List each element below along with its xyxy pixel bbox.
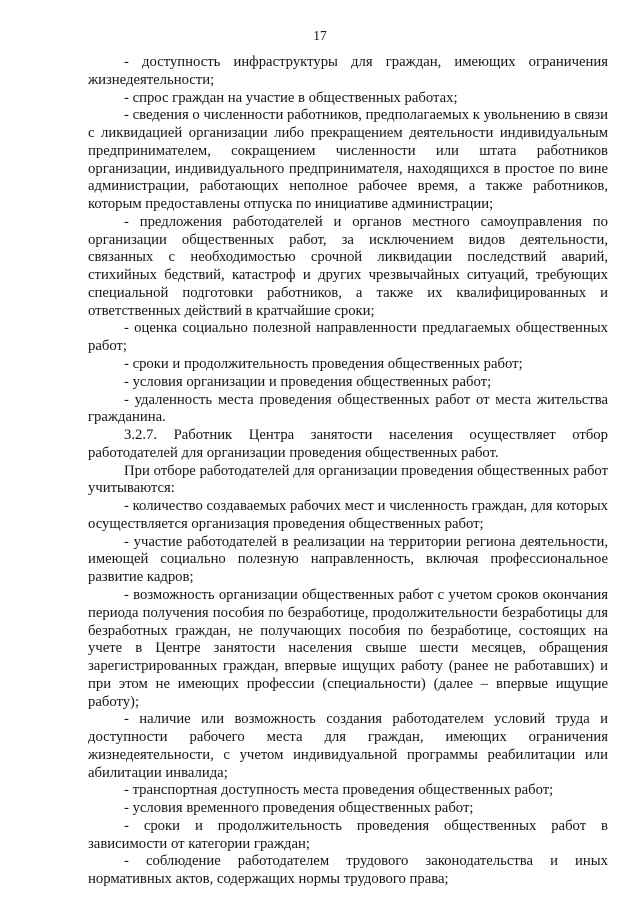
- paragraph: - условия временного проведения общественных работ;: [124, 800, 474, 817]
- paragraph: - сведения о численности работников, предполагаемых к увольнению в связи с ликвидацией организации либо прекращением деятельности индивидуальным предпринимателем, сокращением численности или штата работников организации, индивидуального предпринимателя, находящихся в простое по вине администрации, работающих неполное рабочее время, а также работников, которым предоставлены отпуска по инициативе администрации;: [88, 107, 608, 213]
- paragraph: При отборе работодателей для организации проведения общественных работ учитываются:: [88, 462, 608, 497]
- paragraph: - условия организации и проведения общественных работ;: [124, 373, 492, 390]
- paragraph: 3.2.7. Работник Центра занятости населения осуществляет отбор работодателей для организации проведения общественных работ.: [88, 427, 608, 461]
- paragraph: - предложения работодателей и органов местного самоуправления по организации общественных работ, за исключением видов деятельности, связанных с необходимостью срочной ликвидации последствий аварий, стихийных бедствий, катастроф и других чрезвычайных ситуаций, требующих специальной подготовки работников, а также их квалифицированных и ответственных действий в кратчайшие сроки;: [88, 213, 608, 319]
- paragraph: - спрос граждан на участие в общественных работах;: [124, 89, 458, 106]
- paragraph: - возможность организации общественных работ с учетом сроков окончания периода получения пособия по безработице, продолжительности безработицы для безработных граждан, не получающих пособия по безработице, состоящих на учете в Центре занятости населения свыше шести месяцев, обращения зарегистрированных граждан, впервые ищущих работу (ранее не работавших) и при этом не имеющих профессии (специальности) (далее – впервые ищущие работу);: [88, 586, 608, 710]
- paragraph: - оценка социально полезной направленности предлагаемых общественных работ;: [88, 320, 608, 355]
- paragraph: - наличие или возможность создания работодателем условий труда и доступности рабочего места для граждан, имеющих ограничения жизнедеятельности, с учетом индивидуальной программы реабилитации или абилитации инвалида;: [88, 711, 608, 781]
- paragraph: - удаленность места проведения общественных работ от места жительства гражданина.: [88, 391, 608, 426]
- paragraph: - соблюдение работодателем трудового законодательства и иных нормативных актов, содержащих нормы трудового права;: [88, 853, 608, 888]
- paragraph: - участие работодателей в реализации на территории региона деятельности, имеющей социально полезную направленность, включая профессиональное развитие кадров;: [88, 533, 608, 586]
- paragraph: - сроки и продолжительность проведения общественных работ;: [124, 356, 523, 373]
- paragraph: - количество создаваемых рабочих мест и численность граждан, для которых осуществляется организация проведения общественных работ;: [88, 498, 608, 532]
- paragraph: - сроки и продолжительность проведения общественных работ в зависимости от категории граждан;: [88, 817, 608, 852]
- document-body: [88, 54, 608, 889]
- paragraph: - доступность инфраструктуры для граждан, имеющих ограничения жизнедеятельности;: [88, 54, 608, 88]
- paragraph: - транспортная доступность места проведения общественных работ;: [124, 782, 554, 799]
- page-number: 17: [313, 28, 327, 43]
